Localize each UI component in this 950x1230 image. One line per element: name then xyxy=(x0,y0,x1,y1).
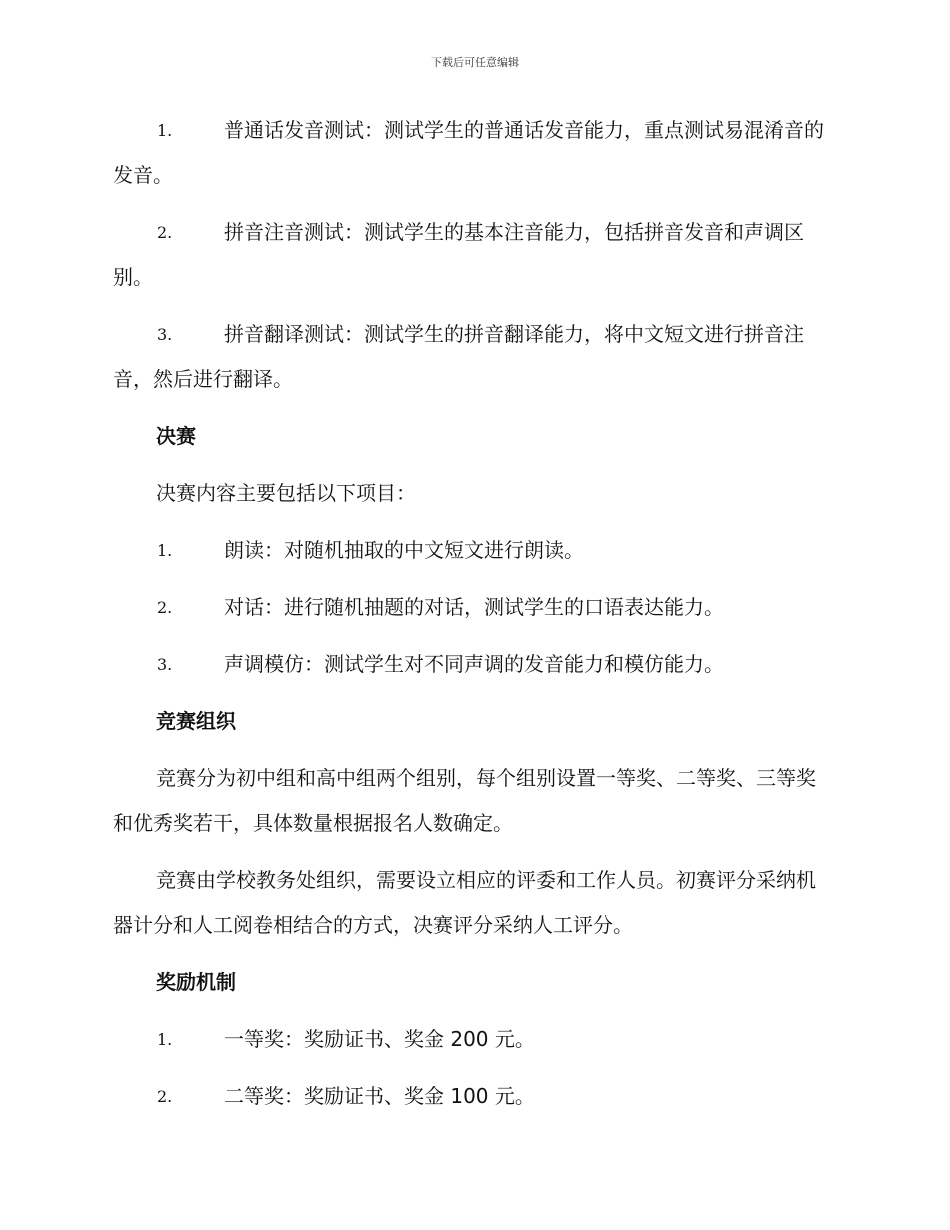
list-item xyxy=(113,1017,833,1062)
list-number: 3. xyxy=(157,325,173,344)
list-item xyxy=(113,1074,833,1119)
list-text: 拼音翻译测试：测试学生的拼音翻译能力，将中文短文进行拼音注音，然后进行翻译。 xyxy=(113,322,804,391)
list-item xyxy=(113,312,833,402)
final-intro: 决赛内容主要包括以下项目： xyxy=(156,481,416,505)
list-item xyxy=(113,642,833,687)
list-item xyxy=(113,210,833,300)
list-text: 一等奖：奖励证书、奖金 200 元。 xyxy=(224,1027,535,1051)
list-text: 拼音注音测试：测试学生的基本注音能力，包括拼音发音和声调区别。 xyxy=(113,220,804,289)
paragraph: 竞赛分为初中组和高中组两个组别，每个组别设置一等奖、二等奖、三等奖和优秀奖若干，具体数量根据报名人数确定。 xyxy=(113,766,816,835)
list-number: 1. xyxy=(157,1030,173,1049)
list-item xyxy=(113,108,833,198)
list-number: 1. xyxy=(157,121,173,140)
section-heading-rewards: 奖励机制 xyxy=(156,970,236,994)
document-body xyxy=(113,108,833,1131)
section-heading-organization: 竞赛组织 xyxy=(156,709,236,733)
section-heading-final: 决赛 xyxy=(156,424,196,448)
list-number: 2. xyxy=(157,223,173,242)
list-text: 对话：进行随机抽题的对话，测试学生的口语表达能力。 xyxy=(224,595,724,619)
list-number: 1. xyxy=(157,541,173,560)
list-text: 普通话发音测试：测试学生的普通话发音能力，重点测试易混淆音的发音。 xyxy=(113,118,824,187)
list-text: 声调模仿：测试学生对不同声调的发音能力和模仿能力。 xyxy=(224,652,724,676)
list-text: 二等奖：奖励证书、奖金 100 元。 xyxy=(224,1084,535,1108)
header-note: 下载后可任意编辑 xyxy=(431,56,519,69)
list-item xyxy=(113,528,833,573)
list-number: 2. xyxy=(157,1087,173,1106)
list-number: 3. xyxy=(157,655,173,674)
list-number: 2. xyxy=(157,598,173,617)
list-item xyxy=(113,585,833,630)
paragraph: 竞赛由学校教务处组织，需要设立相应的评委和工作人员。初赛评分采纳机器计分和人工阅卷相结合的方式，决赛评分采纳人工评分。 xyxy=(113,868,816,937)
list-text: 朗读：对随机抽取的中文短文进行朗读。 xyxy=(224,538,584,562)
